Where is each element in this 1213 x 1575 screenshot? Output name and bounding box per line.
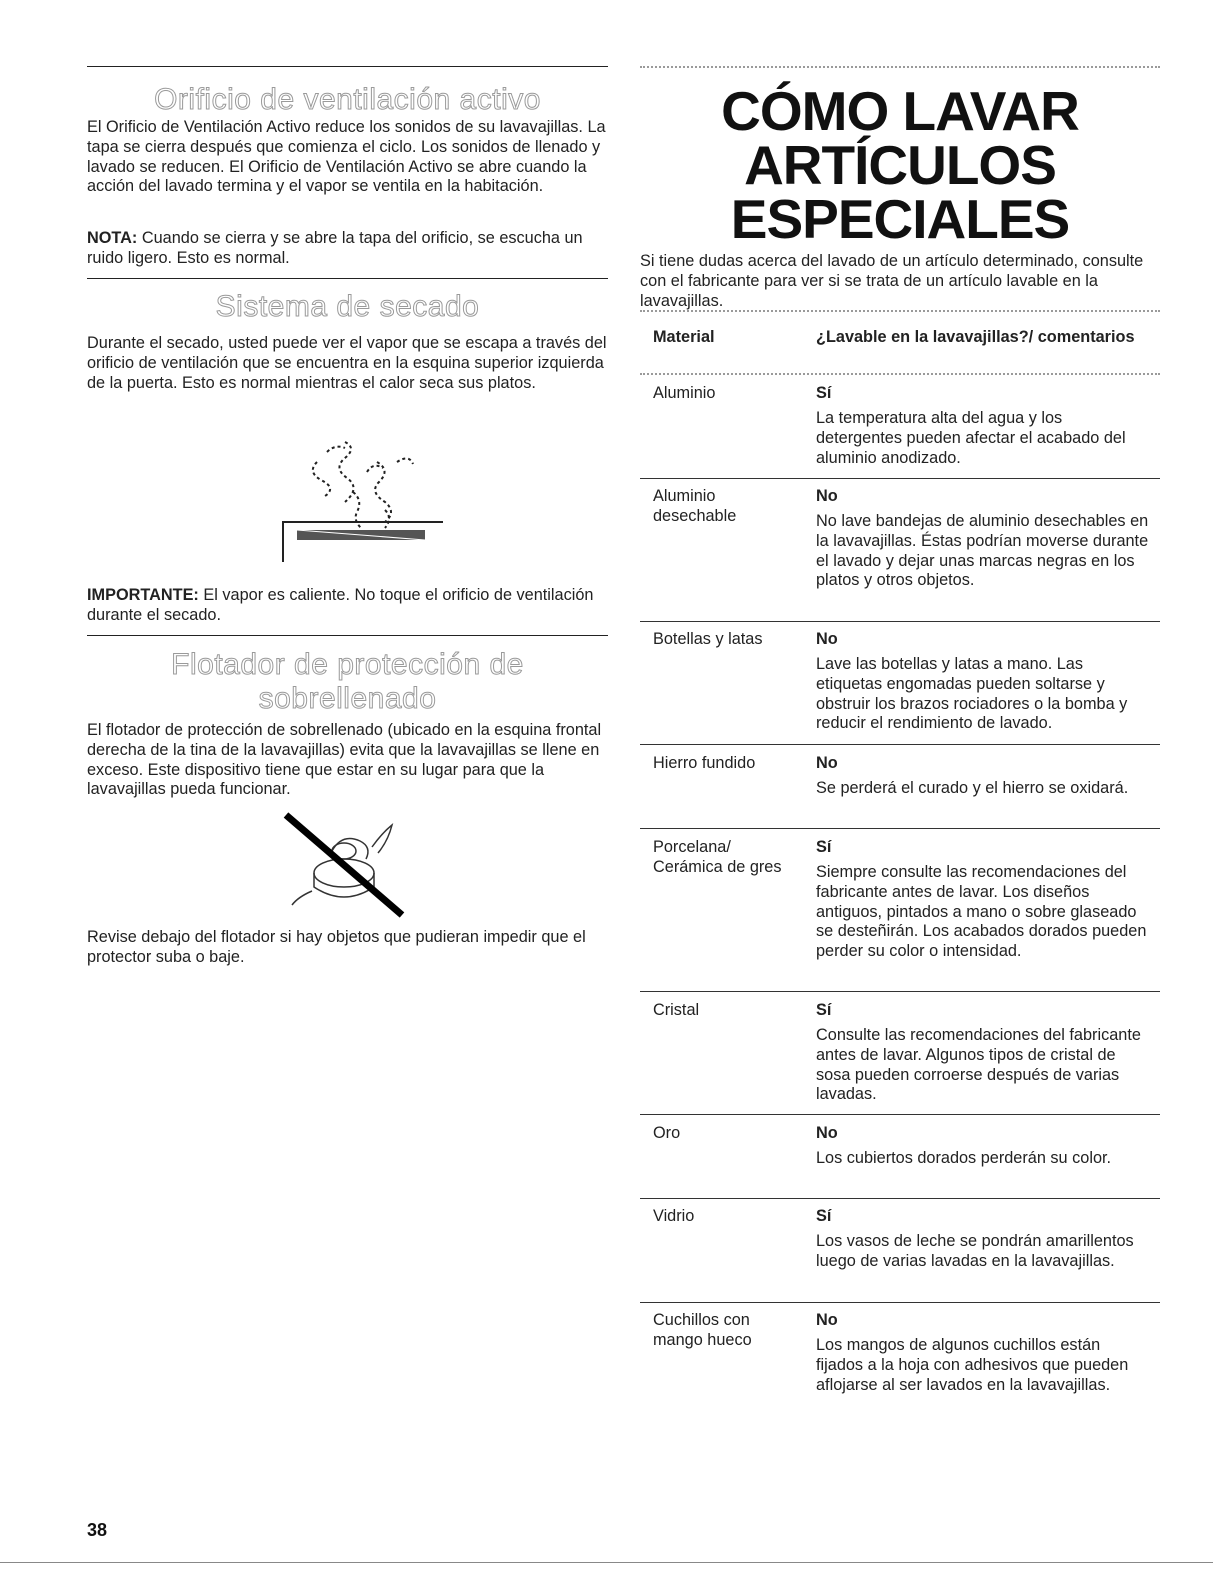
table-row-material: Cristal: [653, 1001, 700, 1019]
title-line1: CÓMO LAVAR: [721, 80, 1079, 142]
vent-paragraph: El Orificio de Ventilación Activo reduce los sonidos de su lavavajillas. La tapa se cierra después que comienza el ciclo. Los sonidos de llenado y lavado se reducen. El Orificio de Ventilación Activo se abre cuando la acción del lavado termina y el vapor se ventila en la habitación.: [87, 118, 606, 196]
table-row-comment: Los vasos de leche se pondrán amarillentos luego de varias lavadas en la lavavajillas.: [816, 1232, 1134, 1270]
overfill-float-illustration-icon: [282, 811, 412, 921]
table-row-material: Cuchillos con mango hueco: [653, 1311, 752, 1349]
table-header-washable: ¿Lavable en la lavavajillas?/ comentarios: [816, 328, 1135, 346]
table-row-answer: Sí: [816, 1001, 832, 1019]
intro-paragraph: Si tiene dudas acerca del lavado de un artículo determinado, consulte con el fabricante para ver si se trata de un artículo lavable en la lavavajillas.: [640, 252, 1144, 310]
table-row-material: Vidrio: [653, 1207, 695, 1225]
table-row-answer: No: [816, 1124, 838, 1142]
table-row-comment: Los cubiertos dorados perderán su color.: [816, 1149, 1112, 1167]
title-line2: ARTÍCULOS: [744, 134, 1056, 196]
table-row-material: Oro: [653, 1124, 681, 1142]
row-divider: [640, 621, 1160, 622]
table-row-material: Aluminio: [653, 384, 716, 402]
row-divider: [640, 1198, 1160, 1199]
drying-paragraph: Durante el secado, usted puede ver el vapor que se escapa a través del orificio de ventilación que se encuentra en la esquina superior izquierda de la puerta. Esto es normal mientras el calor seca sus platos.: [87, 334, 607, 392]
table-row-answer: No: [816, 630, 838, 648]
float-check-paragraph: Revise debajo del flotador si hay objetos que pudieran impedir que el protector suba o baje.: [87, 928, 586, 966]
float-heading-line1: Flotador de protección de: [171, 648, 524, 681]
table-row-answer: Sí: [816, 384, 832, 402]
steam-vent-illustration-icon: [257, 432, 447, 562]
float-heading-line2: sobrellenado: [258, 682, 437, 715]
float-paragraph: El flotador de protección de sobrellenado (ubicado en la esquina frontal derecha de la tina de la lavavajillas) evita que la lavavajillas se llene en exceso. Este dispositivo tiene que estar en su lugar para que la lavavajillas pueda funcionar.: [87, 721, 602, 799]
table-row-answer: No: [816, 1311, 838, 1329]
bottom-divider: [0, 1562, 1213, 1563]
page-number: 38: [87, 1520, 108, 1540]
note-text: Cuando se cierra y se abre la tapa del orificio, se escucha un ruido ligero. Esto es normal.: [87, 229, 583, 267]
section-heading-float: [87, 648, 608, 716]
row-divider: [640, 478, 1160, 479]
table-row-comment: Lave las botellas y latas a mano. Las etiquetas engomadas pueden soltarse y obstruir los brazos rociadores o la bomba y reducir el rendimiento de lavado.: [816, 655, 1128, 733]
title-line3: ESPECIALES: [730, 188, 1070, 250]
row-divider: [640, 744, 1160, 745]
table-row-comment: Se perderá el curado y el hierro se oxidará.: [816, 779, 1129, 797]
important-label: IMPORTANTE:: [87, 586, 199, 604]
table-row-answer: Sí: [816, 1207, 832, 1225]
row-divider: [640, 1302, 1160, 1303]
table-row-answer: No: [816, 487, 838, 505]
table-header-material: Material: [653, 328, 715, 346]
dotted-divider: [640, 310, 1160, 312]
page-title: [640, 80, 1160, 250]
table-row-material: Hierro fundido: [653, 754, 756, 772]
table-row-answer: Sí: [816, 838, 832, 856]
row-divider: [640, 828, 1160, 829]
section-divider: [87, 66, 608, 67]
vent-note: [87, 229, 608, 269]
table-row-material: Porcelana/ Cerámica de gres: [653, 838, 782, 876]
note-label: NOTA:: [87, 229, 138, 247]
dotted-divider: [640, 66, 1160, 68]
table-row-answer: No: [816, 754, 838, 772]
section-heading-drying: Sistema de secado: [215, 290, 480, 323]
drying-important: [87, 586, 608, 626]
section-divider: [87, 635, 608, 636]
row-divider: [640, 991, 1160, 992]
table-row-comment: No lave bandejas de aluminio desechables en la lavavajillas. Éstas podrían moverse durante el lavado y dejar unas marcas negras en los platos y otros objetos.: [816, 512, 1149, 590]
section-heading-vent: Orificio de ventilación activo: [154, 83, 541, 116]
table-row-comment: Siempre consulte las recomendaciones del fabricante antes de lavar. Los diseños antiguos, pintados a mano o sobre glaseado se desteñirán. Los acabados dorados pueden perder su color o intensidad.: [816, 863, 1147, 961]
section-divider: [87, 278, 608, 279]
table-row-material: Botellas y latas: [653, 630, 763, 648]
row-divider: [640, 1114, 1160, 1115]
dotted-divider: [640, 373, 1160, 375]
table-row-material: Aluminio desechable: [653, 487, 737, 525]
table-row-comment: Consulte las recomendaciones del fabricante antes de lavar. Algunos tipos de cristal de sosa pueden corroerse después de varias lavadas.: [816, 1026, 1141, 1104]
table-row-comment: Los mangos de algunos cuchillos están fijados a la hoja con adhesivos que pueden aflojarse al ser lavados en la lavavajillas.: [816, 1336, 1129, 1394]
table-row-comment: La temperatura alta del agua y los detergentes pueden afectar el acabado del aluminio anodizado.: [816, 409, 1126, 467]
important-text: El vapor es caliente. No toque el orificio de ventilación durante el secado.: [87, 586, 594, 624]
